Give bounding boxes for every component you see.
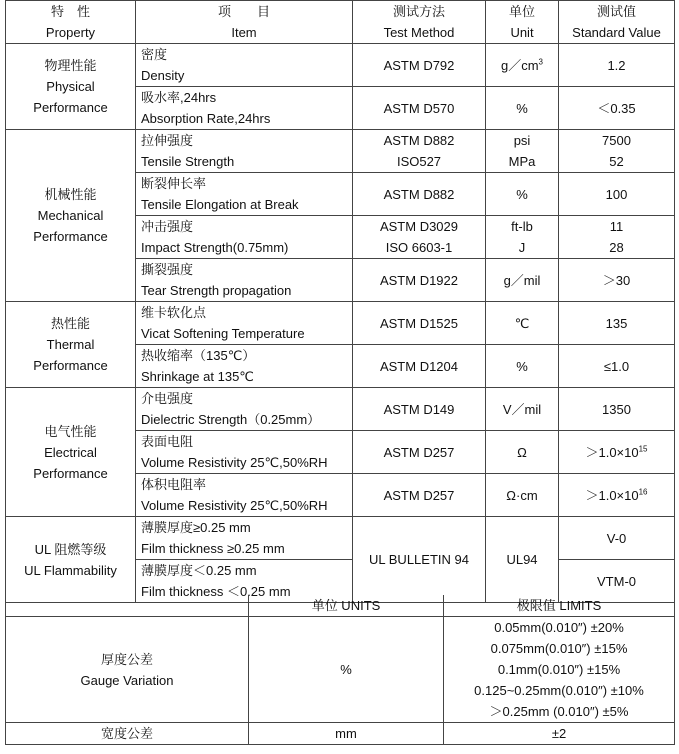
table-row [6,723,675,745]
table-row [6,617,675,723]
group-electrical: 电气性能 Electrical Performance [6,388,136,517]
method-elongation: ASTM D882 [353,173,486,216]
limits-table [5,595,675,745]
table-row [6,130,675,173]
header-property: 特 性 Property [6,1,136,44]
unit-absorption: % [486,87,559,130]
item-vicat: 维卡软化点 Vicat Softening Temperature [136,302,353,345]
properties-table [5,0,675,603]
item-film-thick: 薄膜厚度≥0.25 mm Film thickness ≥0.25 mm [136,517,353,560]
item-tear: 撕裂强度 Tear Strength propagation [136,259,353,302]
width-value: ±2 [444,723,675,745]
table-header-row [6,1,675,44]
unit-tear: g／mil [486,259,559,302]
table-row [6,44,675,87]
method-tear: ASTM D1922 [353,259,486,302]
table-row [6,302,675,345]
unit-tensile: psi MPa [486,130,559,173]
unit-density: $g/cm^3$ [486,44,559,87]
item-dielectric: 介电强度 Dielectric Strength（0.25mm） [136,388,353,431]
limits-header-units: 单位 UNITS [249,595,444,617]
unit-surface-resistivity: Ω [486,431,559,474]
limits-header-row [6,595,675,617]
item-density: 密度 Density [136,44,353,87]
item-elongation: 断裂伸长率 Tensile Elongation at Break [136,173,353,216]
header-unit: 单位 Unit [486,1,559,44]
width-label: 宽度公差 [6,723,249,745]
method-volume-resistivity: ASTM D257 [353,474,486,517]
table-row [6,517,675,560]
group-mechanical: 机械性能 Mechanical Performance [6,130,136,302]
unit-vicat: ℃ [486,302,559,345]
unit-dielectric: V／mil [486,388,559,431]
method-dielectric: ASTM D149 [353,388,486,431]
value-surface-resistivity: $>1.0\times 10^{15}$ [559,431,675,474]
value-volume-resistivity: $>1.0\times 10^{16}$ [559,474,675,517]
group-thermal: 热性能 Thermal Performance [6,302,136,388]
item-tensile: 拉伸强度 Tensile Strength [136,130,353,173]
unit-elongation: % [486,173,559,216]
gauge-unit: % [249,617,444,723]
method-impact: ASTM D3029 ISO 6603-1 [353,216,486,259]
unit-shrinkage: % [486,345,559,388]
item-absorption: 吸水率,24hrs Absorption Rate,24hrs [136,87,353,130]
method-tensile: ASTM D882 ISO527 [353,130,486,173]
value-tensile: 7500 52 [559,130,675,173]
unit-volume-resistivity: Ω·cm [486,474,559,517]
value-impact: 11 28 [559,216,675,259]
gauge-values: 0.05mm(0.010″) ±20% 0.075mm(0.010″) ±15% 0.1mm(0.010″) ±15% 0.125~0.25mm(0.010″) ±10% ＞0.25mm (0.010″) ±5% [444,617,675,723]
limits-header-blank [6,595,249,617]
value-film-thin: VTM-0 [559,560,675,603]
value-elongation: 100 [559,173,675,216]
value-tear: ＞30 [559,259,675,302]
item-shrinkage: 热收缩率（135℃） Shrinkage at 135℃ [136,345,353,388]
value-vicat: 135 [559,302,675,345]
value-film-thick: V-0 [559,517,675,560]
method-surface-resistivity: ASTM D257 [353,431,486,474]
item-film-thin: 薄膜厚度＜0.25 mm Film thickness ＜0.25 mm [136,560,353,603]
header-value: 测试值 Standard Value [559,1,675,44]
value-shrinkage: ≤1.0 [559,345,675,388]
value-dielectric: 1350 [559,388,675,431]
method-ul: UL BULLETIN 94 [353,517,486,603]
unit-ul: UL94 [486,517,559,603]
method-vicat: ASTM D1525 [353,302,486,345]
method-absorption: ASTM D570 [353,87,486,130]
table-row [6,388,675,431]
unit-impact: ft-lb J [486,216,559,259]
width-unit: mm [249,723,444,745]
gauge-label: 厚度公差 Gauge Variation [6,617,249,723]
value-absorption: ＜0.35 [559,87,675,130]
item-impact: 冲击强度 Impact Strength(0.75mm) [136,216,353,259]
method-shrinkage: ASTM D1204 [353,345,486,388]
value-density: 1.2 [559,44,675,87]
item-surface-resistivity: 表面电阻 Volume Resistivity 25℃,50%RH [136,431,353,474]
group-ul: UL 阻燃等级 UL Flammability [6,517,136,603]
limits-header-limits: 极限值 LIMITS [444,595,675,617]
header-method: 测试方法 Test Method [353,1,486,44]
method-density: ASTM D792 [353,44,486,87]
header-item: 项 目 Item [136,1,353,44]
group-physical: 物理性能 Physical Performance [6,44,136,130]
item-volume-resistivity: 体积电阻率 Volume Resistivity 25℃,50%RH [136,474,353,517]
